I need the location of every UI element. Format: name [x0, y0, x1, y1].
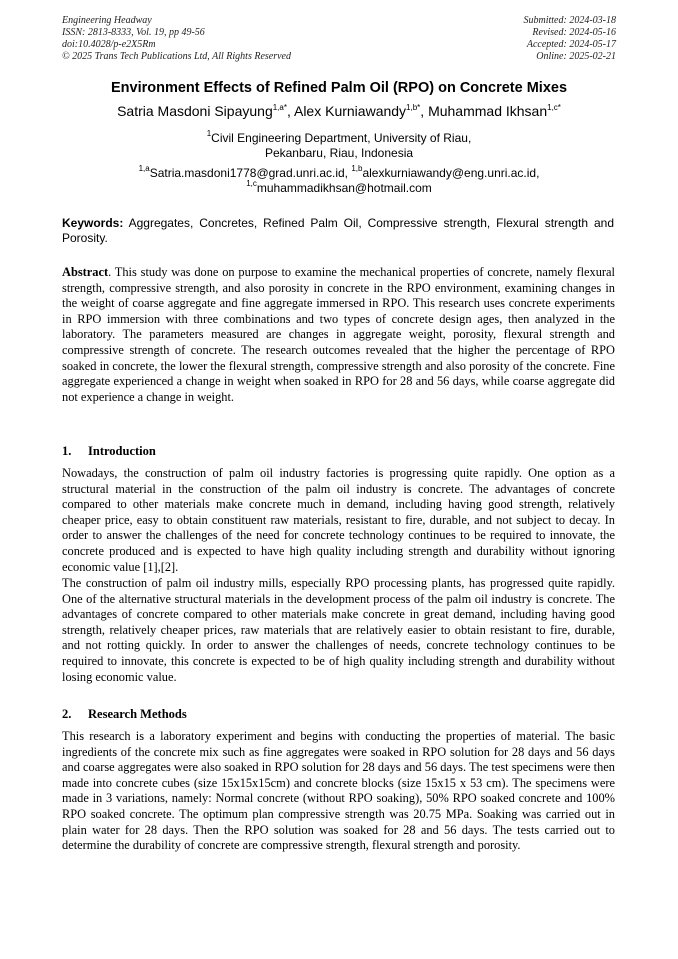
author-affiliation-mark: 1,b*: [406, 103, 421, 112]
online-date: Online: 2025-02-21: [536, 51, 616, 62]
email-mark: 1,b: [351, 164, 363, 173]
submitted-date: Submitted: 2024-03-18: [523, 15, 616, 26]
doi: doi:10.4028/p-e2X5Rm: [62, 39, 156, 50]
paper-title: Environment Effects of Refined Palm Oil (RPO) on Concrete Mixes: [110, 80, 568, 96]
keywords-text: Aggregates, Concretes, Refined Palm Oil, Compressive strength, Flexural strength and Porosity.: [62, 216, 614, 245]
author-name: Muhammad Ikhsan: [428, 103, 548, 119]
email-mark: 1,a: [138, 164, 150, 173]
section-title: Research Methods: [88, 707, 187, 721]
author-name: Satria Masdoni Sipayung: [117, 103, 273, 119]
author-list: [0, 103, 678, 119]
email-mark: 1,c: [246, 179, 257, 188]
copyright: © 2025 Trans Tech Publications Ltd, All Rights Reserved: [62, 51, 291, 62]
abstract: [62, 265, 615, 405]
author-affiliation-mark: 1,a*: [272, 103, 287, 112]
affiliation: [0, 131, 678, 161]
section-heading: [62, 444, 156, 459]
abstract-text: . This study was done on purpose to examine the mechanical properties of concrete, namely flexural strength, compressive strength, and also porosity in concrete in the RPO environment, examining changes in the weight of coarse aggregate and fine aggregate immersed in RPO. This research uses concrete experiments in RPO immersion with three combinations and two types of concrete design ages, then analyzed in the laboratory. The parameters measured are changes in aggregate weight, porosity, flexural strength and compressive strength of concrete. The research outcomes revealed that the higher the percentage of RPO soaked in concrete, the lower the flexural strength, compressive strength and also porosity of the concrete. Fine aggregate experienced a change in weight when soaked in RPO for 28 and 56 days, while coarse aggregate did not experience a change in weight.: [62, 265, 615, 404]
email-link[interactable]: alexkurniawandy@eng.unri.ac.id,: [362, 166, 540, 180]
section-title: Introduction: [88, 444, 156, 458]
section-number: 1.: [62, 444, 72, 458]
paragraph: This research is a laboratory experiment and begins with conducting the properties of material. The basic ingredients of the concrete mix such as fine aggregates were soaked in RPO solution for 28 days and 56 days and coarse aggregates were also soaked in RPO solution for 28 days and 56 days. The test specimens were then made into concrete cubes (size 15x15x15cm) and concrete blocks (size 15x15 x 53 cm). The specimens were made in 3 variations, namely: Normal concrete (without RPO soaking), 50% RPO soaked concrete and 100% RPO soaked concrete. The optimum plan compressive strength was 20.75 MPa. Soaking was carried out in plain water for 28 days. Then the RPO solution was soaked for 28 and 56 days. The tests carried out to determine the durability of concrete are compressive strength, flexural strength and porosity.: [62, 729, 615, 853]
affiliation-line: Pekanbaru, Riau, Indonesia: [264, 146, 414, 160]
email-link[interactable]: Satria.masdoni1778@grad.unri.ac.id,: [149, 166, 352, 180]
author-emails: [0, 166, 678, 196]
affiliation-line: Civil Engineering Department, University of Riau,: [211, 131, 472, 145]
section-heading: [62, 707, 187, 722]
author-separator: ,: [420, 103, 429, 119]
keywords-label: Keywords:: [62, 216, 124, 230]
journal-info: [62, 15, 291, 63]
abstract-label: Abstract: [62, 265, 109, 279]
journal-name: Engineering Headway: [62, 15, 152, 26]
section-number: 2.: [62, 707, 72, 721]
keywords: [62, 216, 614, 246]
paragraph: The construction of palm oil industry mills, especially RPO processing plants, has progressed quite rapidly. One of the alternative structural materials in the development process of the palm oil industry is concrete. The advantages of concrete compared to other materials make concrete in great demand, including having good strength, relatively cheaper prices, raw materials that are relatively easier to obtain resistant to fire, durable, and not rotting quickly. In order to answer the challenges of needs, concrete technology continues to be required to innovate, this concrete is expected to be of high quality including strength and durability without losing economic value.: [62, 576, 615, 684]
publication-dates: [524, 15, 617, 63]
paragraph: Nowadays, the construction of palm oil industry factories is progressing quite rapidly. One option as a structural material in the construction of the palm oil industry is concrete. The advantages of concrete compared to other materials make concrete much in demand, including having good strength, relatively cheaper price, easy to obtain constituent raw materials, resistant to fire, durable, and not subject to decay. In order to answer the challenges of the need for concrete technology continues to be required to innovate, the concrete produced and is expected to have high quality including strength and durability without ignoring economic value [1],[2].: [62, 466, 615, 574]
author-separator: ,: [286, 103, 294, 119]
author-name: Alex Kurniawandy: [293, 103, 407, 119]
issn: ISSN: 2813-8333, Vol. 19, pp 49-56: [62, 27, 205, 38]
affiliation-mark: 1: [206, 129, 212, 138]
accepted-date: Accepted: 2024-05-17: [526, 39, 616, 50]
revised-date: Revised: 2024-05-16: [532, 27, 616, 38]
email-link[interactable]: muhammadikhsan@hotmail.com: [256, 181, 432, 195]
author-affiliation-mark: 1,c*: [547, 103, 561, 112]
